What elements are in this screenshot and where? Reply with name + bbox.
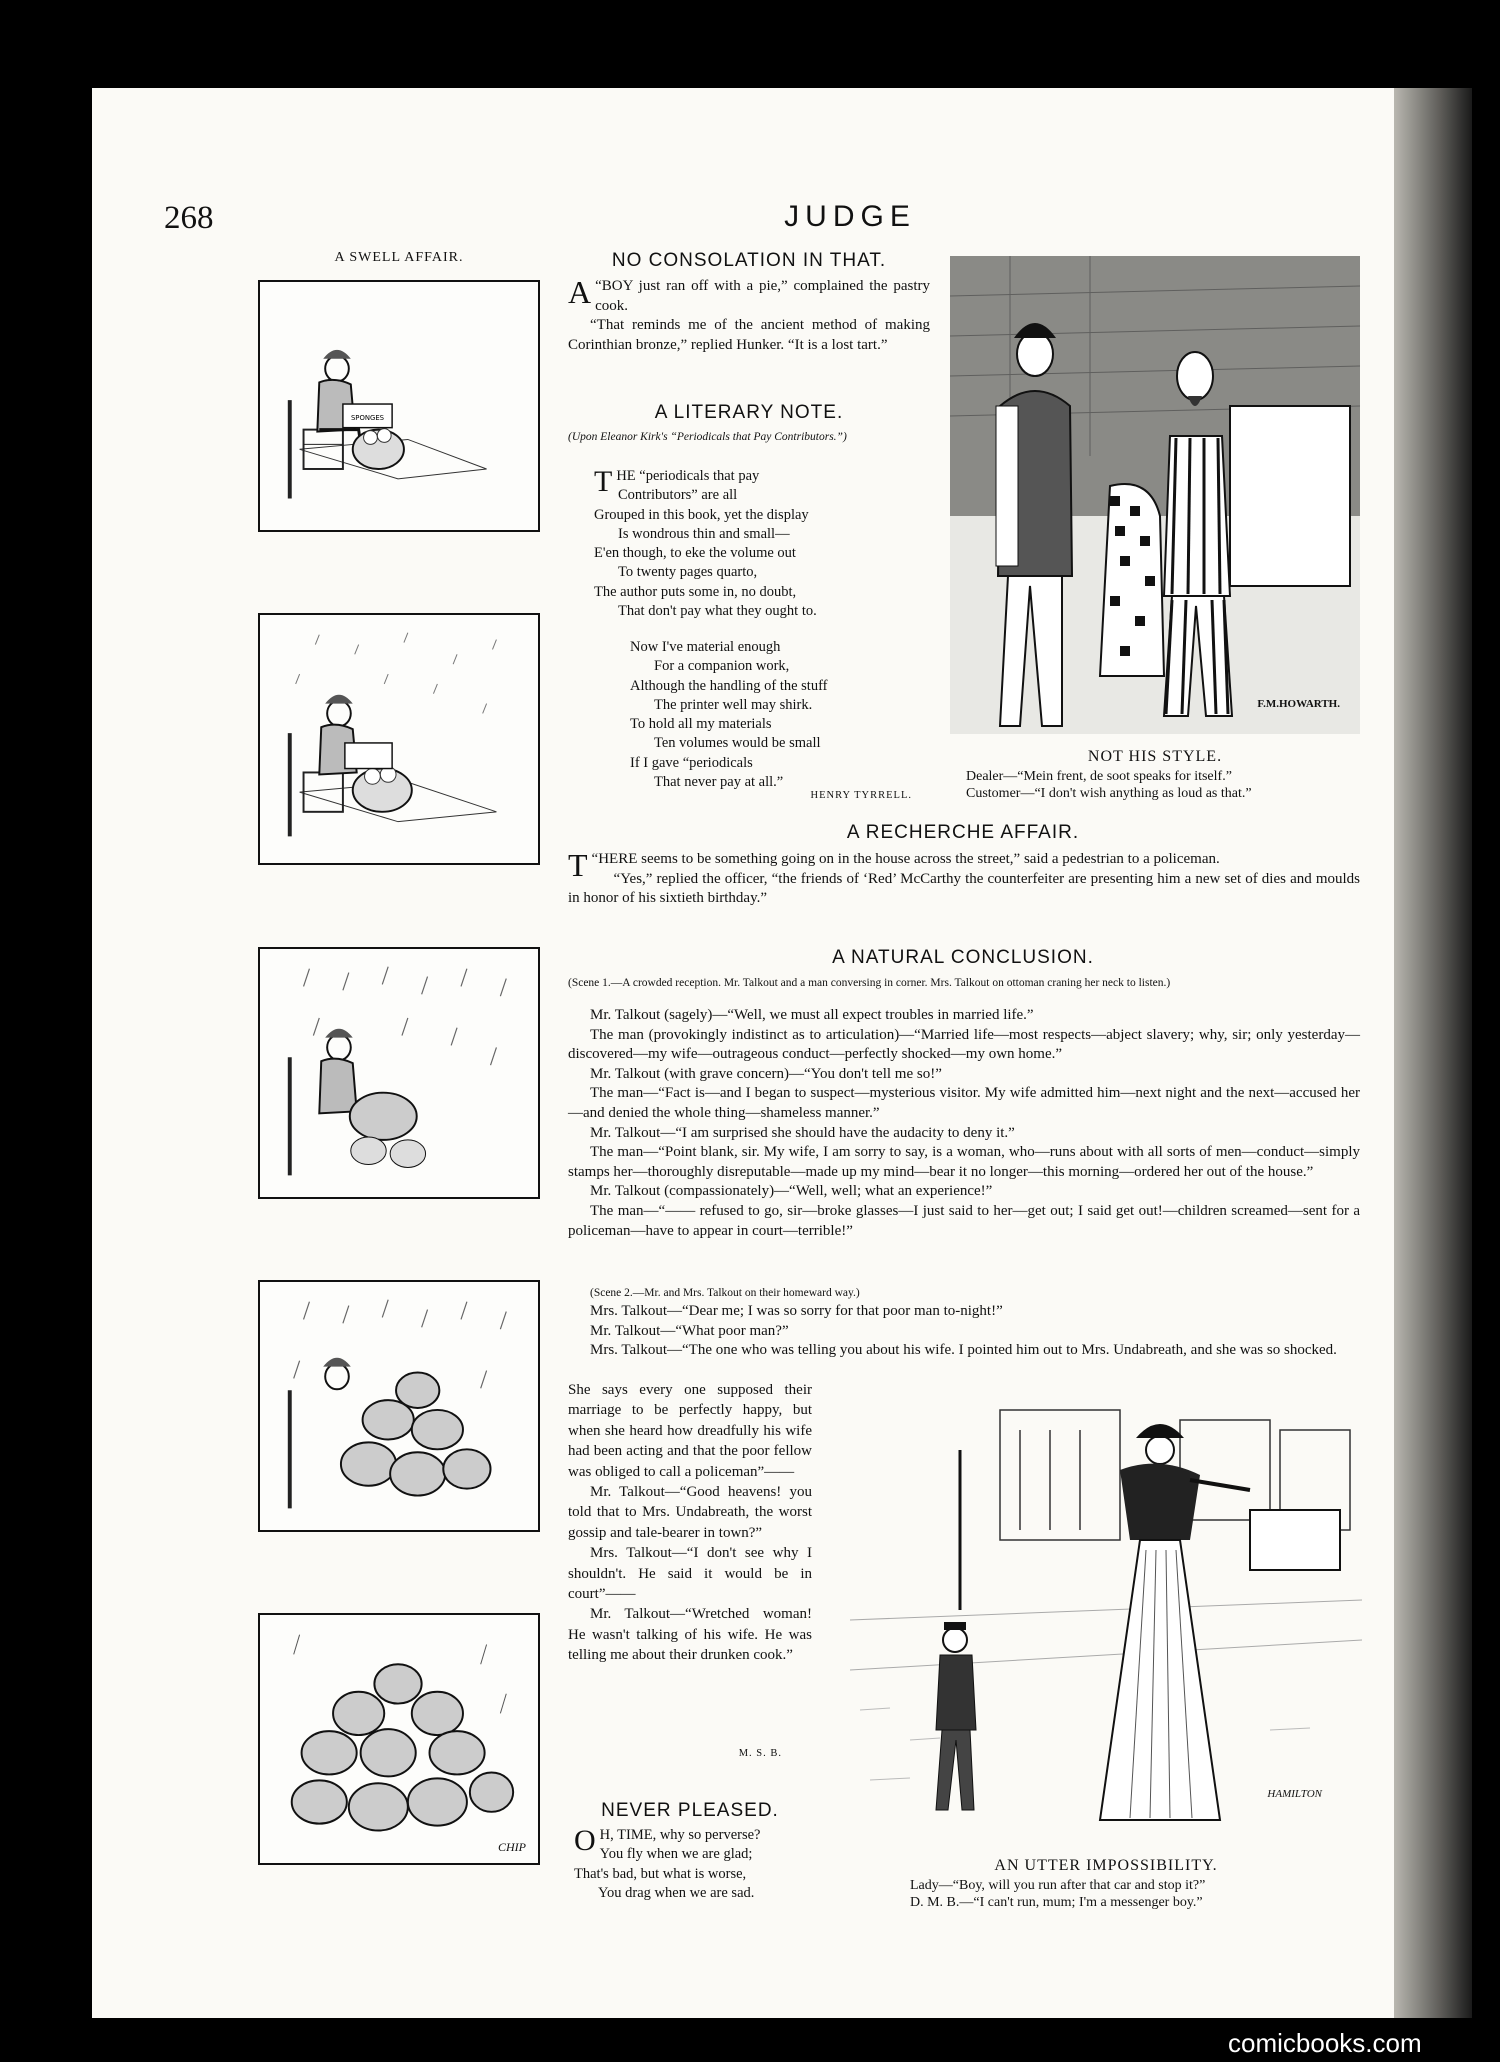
- scene-2-note: (Scene 2.—Mr. and Mrs. Talkout on their homeward way.): [590, 1287, 860, 1299]
- no-consolation-title: NO CONSOLATION IN THAT.: [611, 250, 887, 271]
- page-number: 268: [164, 200, 214, 236]
- hamilton-signature: HAMILTON: [1267, 1788, 1322, 1800]
- masthead-title: JUDGE: [784, 200, 916, 233]
- howarth-signature: F.M.HOWARTH.: [1257, 698, 1340, 710]
- never-pleased-title: NEVER PLEASED.: [601, 1800, 779, 1821]
- cartoon-panel-5: [258, 1613, 540, 1865]
- natural-conclusion-narrow-column: She says every one supposed their marriage to be perfectly happy, but when she heard how dreadfully his wife had been acting and that the poor fellow was obliged to call a policeman”—— Mr. Talkout—“Good heavens! you told that to Mrs. Undabreath, the worst gossip and tale-bearer in town?” Mrs. Talkout—“I don't see why I shouldn't. He said it would be in court”—— Mr. Talkout—“Wretched woman! He wasn't talking of his wife. He was telling me about their drunken cook.”: [568, 1382, 812, 1664]
- chip-signature: CHIP: [498, 1840, 526, 1854]
- cartoon-panel-1: [258, 280, 540, 532]
- cartoon-panel-4: [258, 1280, 540, 1532]
- utter-impossibility-illustration: [850, 1390, 1362, 1854]
- no-consolation-text: “ A BOY just ran off with a pie,” complained the pastry cook. “That reminds me of the ancient method of making Corinthian bronze,” replied Hunker. “It is a lost tart.”: [568, 274, 930, 353]
- svg-text:SPONGES: SPONGES: [350, 413, 385, 422]
- literary-note-stanza-1: THE “periodicals that pay Contributors” are all Grouped in this book, yet the display Is wondrous thin and small— E'en though, to eke the volume out To twenty pages quarto, The author puts some in, no doubt, That don't pay what they ought to.: [594, 465, 817, 620]
- swell-affair-title: A SWELL AFFAIR.: [334, 250, 464, 265]
- never-pleased-poem: O H, TIME, why so perverse? You fly when we are glad; That's bad, but what is worse, You drag when we are sad.: [574, 1824, 761, 1901]
- literary-note-author: HENRY TYRRELL.: [810, 790, 912, 801]
- dropcap-t: T: [594, 465, 613, 498]
- literary-note-stanza-2: Now I've material enough For a companion work, Although the handling of the stuff The printer well may shirk. To hold all my materials Ten volumes would be small If I gave “periodicals That never pay at all.”: [630, 639, 828, 791]
- dropcap-o: O: [574, 1824, 596, 1857]
- literary-note-title: A LITERARY NOTE.: [654, 402, 844, 423]
- not-his-style-illustration: [950, 256, 1360, 734]
- natural-conclusion-dialogue-2: Mrs. Talkout—“Dear me; I was so sorry for that poor man to-night!” Mr. Talkout—“What poor man?” Mrs. Talkout—“The one who was telling you about his wife. I pointed him out to Mrs. Undabreath, and she was so shocked.: [590, 1303, 1337, 1359]
- cartoon-panel-3: [258, 947, 540, 1199]
- dropcap-a: A: [568, 274, 592, 310]
- literary-note-subtitle: (Upon Eleanor Kirk's “Periodicals that Pay Contributors.”): [568, 431, 847, 443]
- natural-conclusion-title: A NATURAL CONCLUSION.: [832, 947, 1094, 968]
- cartoon-panel-2: [258, 613, 540, 865]
- recherche-affair-text: “ T HERE seems to be something going on in the house across the street,” said a pedestrian to a policeman. “Yes,” replied the officer, “the friends of ‘Red’ McCarthy the counterfeiter are presenting him a new set of dies and moulds in honor of his sixtieth birthday.”: [568, 847, 1360, 907]
- natural-conclusion-dialogue-1: Mr. Talkout (sagely)—“Well, we must all expect troubles in married life.” The man (provokingly indistinct as to articulation)—“Married life—most respects—abject slavery; why, sir; only yesterday—discovered—my wife—outrageous conduct—perfectly shocked—my own home.” Mr. Talkout (with grave concern)—“You don't tell me so!” The man—“Fact is—and I began to suspect—mysterious visitor. My wife admitted him—next night and the next—accused her—and denied the whole thing—shameless manner.” Mr. Talkout—“I am surprised she should have the audacity to deny it.” The man—“Point blank, sir. My wife, I am sorry to say, is a woman, who—runs about with all sorts of men—conduct—simply stamps her—thoroughly disreputable—made up my mind—bear it no longer—this morning—ordered her out of the house.” Mr. Talkout (compassionately)—“Well, well; what an experience!” The man—“—— refused to go, sir—broke glasses—I just said to her—get out; I said get out!—children screamed—sent for a policeman—have to appear in court—terrible!”: [568, 1007, 1360, 1239]
- site-watermark: comicbooks.com: [1228, 2028, 1422, 2058]
- not-his-style-caption: Dealer—“Mein frent, de soot speaks for itself.” Customer—“I don't wish anything as loud as that.”: [966, 769, 1252, 801]
- natural-conclusion-author: M. S. B.: [738, 1748, 782, 1759]
- utter-impossibility-title: AN UTTER IMPOSSIBILITY.: [994, 1857, 1218, 1874]
- scene-1-note: (Scene 1.—A crowded reception. Mr. Talkout and a man conversing in corner. Mrs. Talkout on ottoman craning her neck to listen.): [568, 977, 1171, 989]
- dropcap-t-recherche: T: [568, 847, 588, 883]
- recherche-affair-title: A RECHERCHE AFFAIR.: [846, 822, 1080, 843]
- book-spine: [1394, 88, 1472, 2018]
- utter-impossibility-caption: Lady—“Boy, will you run after that car and stop it?” D. M. B.—“I can't run, mum; I'm a messenger boy.”: [910, 1878, 1206, 1910]
- not-his-style-title: NOT HIS STYLE.: [1087, 748, 1223, 765]
